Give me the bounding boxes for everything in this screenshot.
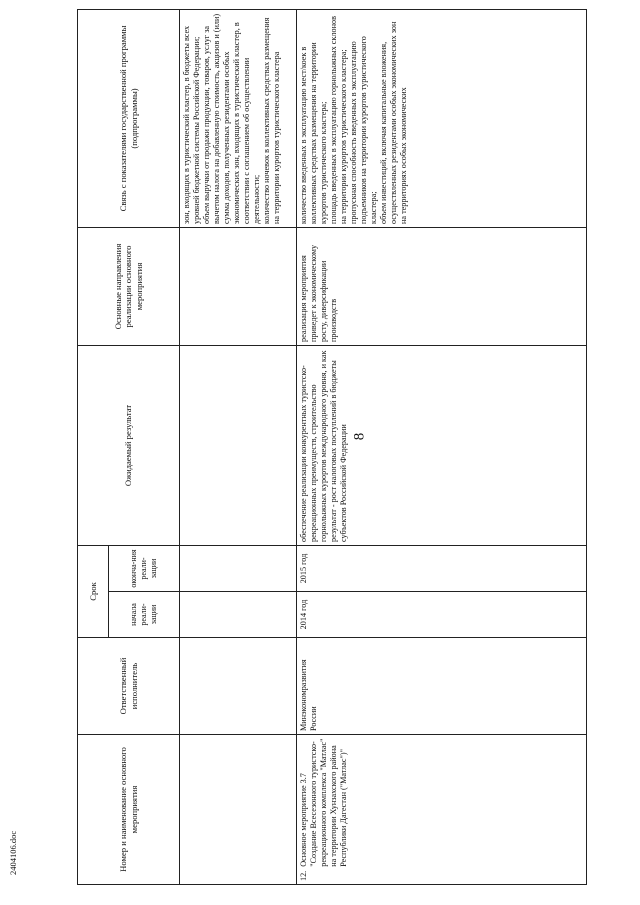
- measures-table: [77, 9, 587, 885]
- executor-cell: Минэкономразвития России: [297, 638, 587, 735]
- directions-cell: реализация мероприятия приведет к экономическому росту, диверсификации производств: [297, 227, 587, 345]
- header-term-end: оконча-ния реали-зации: [109, 545, 180, 591]
- indicator-text: объем инвестиций, включая капитальные вложения, осуществленных резидентами особых экономических зон на территориях особых экономических: [379, 21, 408, 224]
- table-row: [297, 9, 587, 884]
- indicator-text: зон, входящих в туристический кластер, в бюджеты всех уровней бюджетной системы Российской Федерации;: [182, 25, 201, 224]
- indicator-text: объем выручки от продажи продукции, товаров, услуг за вычетом налога на добавленную стоимость, акцизов и (или) сумма доходов, полученных резидентами особых экономических зон, входящих в туристический кластер, в соответствии с соглашением об осуществлении деятельности;: [202, 13, 261, 224]
- measure-name: Основное мероприятие 3.7 "Создание Всесезонного туристско-рекреационного комплекса "Матлас" на территории Хунзахского района Республики Дагестан ("Матлас")": [299, 738, 348, 867]
- row-number: 12.: [299, 870, 308, 881]
- header-term-start: начала реали-зации: [109, 592, 180, 638]
- indicator-text: пропускная способность введенных в эксплуатацию подъемников на территории курортов туристического кластера;: [349, 36, 378, 224]
- header-indicators: Связь с показателями государственной программы (подпрограммы): [78, 9, 180, 227]
- header-executor: Ответственный исполнитель: [78, 638, 180, 735]
- expected-result-cell: обеспечение реализации конкурентных туристско-рекреационных преимуществ, строительство горнолыжных курортов международного уровня, и как результат - рост налоговых поступлений в бюджеты субъектов Российской Федерации: [297, 345, 587, 545]
- table-row-continuation: [180, 9, 297, 884]
- start-year-cell: 2014 год: [297, 592, 587, 638]
- header-name: Номер и наименование основного мероприятия: [78, 735, 180, 885]
- indicators-continued-cell: [180, 9, 297, 227]
- document-footer: 2404106.doc: [8, 830, 18, 875]
- header-term: Срок: [78, 545, 109, 637]
- indicators-cell: [297, 9, 587, 227]
- indicator-text: количество ночевок в коллективных средствах размещения на территории курортов туристического кластера: [262, 17, 281, 224]
- end-year-cell: 2015 год: [297, 545, 587, 591]
- measure-name-cell: [297, 735, 587, 885]
- indicator-text: количество введенных в эксплуатацию мест/коек в коллективных средствах размещения на территории курортов туристического кластера;: [299, 42, 328, 224]
- header-result: Ожидаемый результат: [78, 345, 180, 545]
- rotated-table-container: [77, 10, 587, 885]
- indicator-text: площадь введенных в эксплуатацию горнолыжных склонов на территории курортов туристического кластера;: [329, 16, 348, 224]
- page-number: 8: [351, 432, 368, 441]
- header-directions: Основные направления реализации основного мероприятия: [78, 227, 180, 345]
